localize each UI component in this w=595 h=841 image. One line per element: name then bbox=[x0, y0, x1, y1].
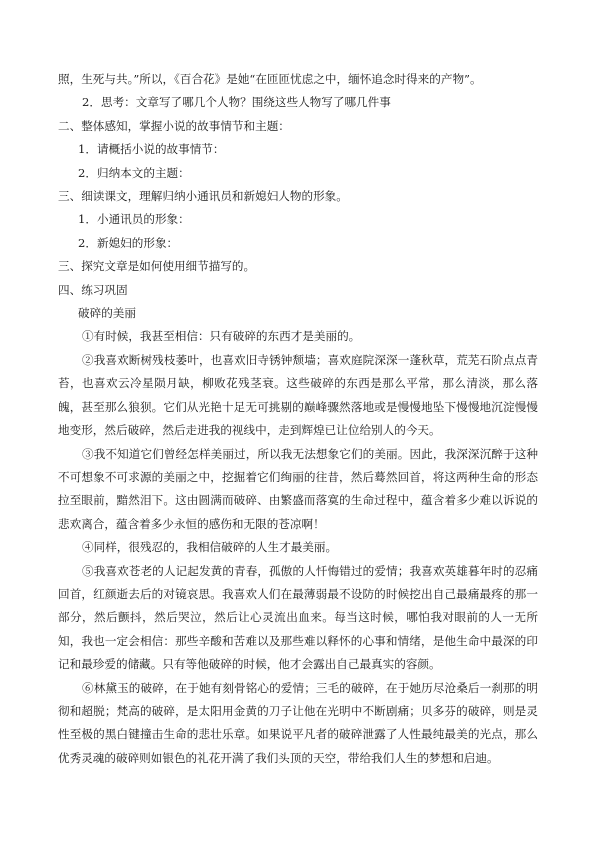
task-bride-image: 2．新媳妇的形象： bbox=[78, 235, 179, 250]
paragraph-text: ②我喜欢断树残枝萎叶，也喜欢旧寺锈钟颓墙；喜欢庭院深深一蓬秋草，荒芜石阶点点青苔，也喜欢云冷星陨月缺，柳败花残茎衰。这些破碎的东西是那么平常，那么清淡，那么落魄，甚至那么狼狈。它们从光艳十足无可挑剔的巅峰骤然落地或是慢慢地坠下慢慢地沉淀慢慢地变形，然后破碎，然后走进我的视线中，走到辉煌已让位给别人的今天。 bbox=[58, 352, 538, 438]
essay-paragraph-6 bbox=[58, 677, 538, 771]
paragraph-text: ①有时候，我甚至相信：只有破碎的东西才是美丽的。 bbox=[82, 329, 361, 344]
question-2: 2．思考：文章写了哪几个人物？围绕这些人物写了哪几件事 bbox=[82, 95, 391, 110]
essay-paragraph-4 bbox=[58, 536, 538, 559]
document-page bbox=[58, 68, 538, 770]
paragraph-text: ④同样，很残忍的，我相信破碎的人生才最美丽。 bbox=[82, 540, 338, 555]
essay-paragraph-3 bbox=[58, 443, 538, 537]
paragraph-text: ⑤我喜欢苍老的人记起发黄的青春，孤傲的人忏悔错过的爱情；我喜欢英雄暮年时的忍痛回首，红颜逝去后的对镜哀思。我喜欢人们在最薄弱最不设防的时候挖出自己最痛最疼的那一部分，然后颤抖，然后哭泣，然后让心灵流出血来。每当这时候，哪怕我对眼前的人一无所知，我也一定会相信：那些辛酸和苦难以及那些难以释怀的心事和情绪，是他生命中最深的印记和最珍爱的储藏。只有等他破碎的时候，他才会露出自己最真实的容颜。 bbox=[58, 563, 538, 672]
task-messenger-image: 1．小通讯员的形象： bbox=[78, 212, 190, 227]
task-theme: 2．归纳本文的主题： bbox=[78, 165, 190, 180]
paragraph-text: ⑥林黛玉的破碎，在于她有刻骨铭心的爱情；三毛的破碎，在于她历尽沧桑后一刹那的明彻和超脱；梵高的破碎，是太阳用金黄的刀子让他在光明中不断剧痛；贝多芬的破碎，则是灵性至极的黑白键撞击生命的悲壮乐章。如果说平凡者的破碎泄露了人性最纯最美的光点，那么优秀灵魂的破碎则如银色的礼花开满了我们头顶的天空，带给我们人生的梦想和启迪。 bbox=[58, 680, 538, 765]
essay-paragraph-2 bbox=[58, 349, 538, 443]
section-heading-3b: 三、探究文章是如何使用细节描写的。 bbox=[58, 259, 256, 274]
essay-title: 破碎的美丽 bbox=[78, 306, 136, 321]
essay-paragraph-5 bbox=[58, 560, 538, 677]
section-heading-4: 四、练习巩固 bbox=[58, 282, 128, 297]
paragraph-text: ③我不知道它们曾经怎样美丽过，所以我无法想象它们的美丽。因此，我深深沉醉于这种不可想象不可求源的美丽之中，挖掘着它们绚丽的往昔，然后蓦然回首，将这两种生命的形态拉至眼前，黯然泪下。这由圆满而破碎、由繁盛而落寞的生命过程中，蕴含着多少难以诉说的悲欢离合，蕴含着多少永恒的感伤和无限的苍凉啊！ bbox=[58, 446, 538, 531]
section-heading-2: 二、整体感知，掌握小说的故事情节和主题： bbox=[58, 118, 290, 133]
section-heading-3: 三、细读课文，理解归纳小通讯员和新媳妇人物的形象。 bbox=[58, 189, 348, 204]
task-summarize-plot: 1．请概括小说的故事情节： bbox=[78, 142, 225, 157]
text-line-intro: 照，生死与共。”所以，《百合花》是她“在匝匝忧虑之中，缅怀追念时得来的产物”。 bbox=[58, 72, 482, 86]
essay-paragraph-1 bbox=[58, 325, 538, 348]
